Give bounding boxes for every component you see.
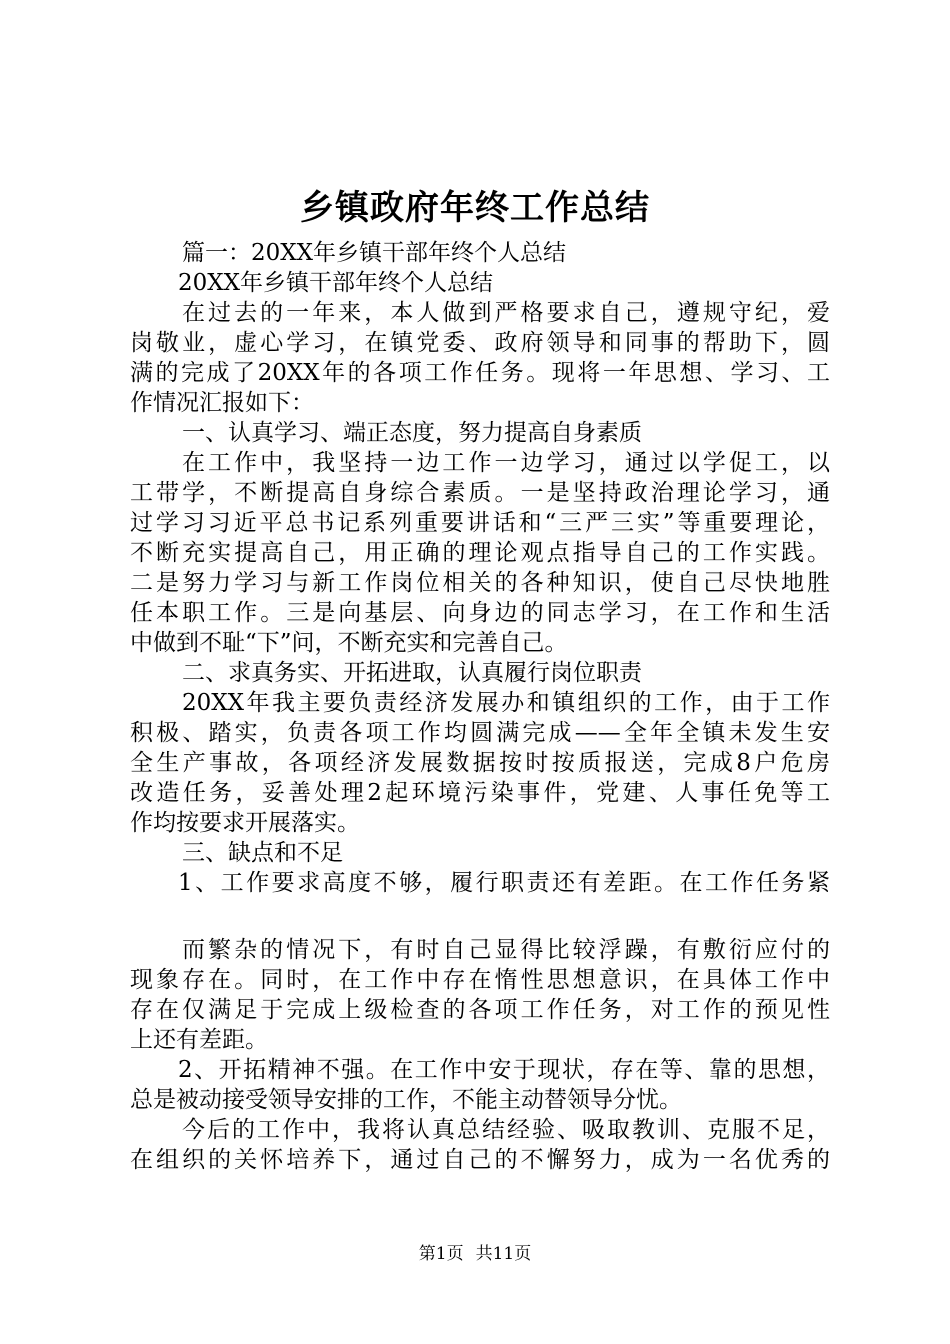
paragraph-line: 在工作中，我坚持一边工作一边学习，通过以学促工，以 xyxy=(182,450,830,476)
paragraph-line: 过学习习近平总书记系列重要讲话和“三严三实”等重要理论， xyxy=(130,510,830,536)
paragraph-line: 2、开拓精神不强。在工作中安于现状，存在等、靠的思想， xyxy=(178,1057,830,1083)
paragraph-line: 现象存在。同时，在工作中存在惰性思想意识，在具体工作中 xyxy=(130,967,830,993)
subheading-line: 二、求真务实、开拓进取，认真履行岗位职责 xyxy=(182,660,642,686)
paragraph-line: 全生产事故，各项经济发展数据按时按质报送，完成8户危房 xyxy=(130,750,830,776)
page-number: 第1页 xyxy=(418,1244,464,1264)
paragraph-line: 在过去的一年来，本人做到严格要求自己，遵规守纪，爱 xyxy=(182,300,830,326)
paragraph-line: 作情况汇报如下： xyxy=(130,390,314,416)
paragraph-line: 上还有差距。 xyxy=(130,1027,268,1053)
paragraph-line: 积极、踏实，负责各项工作均圆满完成——全年全镇未发生安 xyxy=(130,720,830,746)
section-heading: 篇一：20XX年乡镇干部年终个人总结 xyxy=(182,240,567,266)
paragraph-line: 在组织的关怀培养下，通过自己的不懈努力，成为一名优秀的 xyxy=(130,1147,830,1173)
paragraph-line: 总是被动接受领导安排的工作，不能主动替领导分忧。 xyxy=(130,1087,682,1113)
subheading-line: 一、认真学习、端正态度，努力提高自身素质 xyxy=(182,420,642,446)
paragraph-line: 作均按要求开展落实。 xyxy=(130,810,360,836)
paragraph-line: 而繁杂的情况下，有时自己显得比较浮躁，有敷衍应付的 xyxy=(182,937,830,963)
paragraph-line: 工带学，不断提高自身综合素质。一是坚持政治理论学习，通 xyxy=(130,480,830,506)
page-footer xyxy=(0,1243,950,1265)
document-title: 乡镇政府年终工作总结 xyxy=(300,188,650,228)
subheading-line: 三、缺点和不足 xyxy=(182,840,343,866)
page-total: 共11页 xyxy=(475,1244,532,1264)
paragraph-line: 岗敬业，虚心学习，在镇党委、政府领导和同事的帮助下，圆 xyxy=(130,330,830,356)
body-text-upper xyxy=(130,238,830,898)
paragraph-line: 满的完成了20XX年的各项工作任务。现将一年思想、学习、工 xyxy=(130,360,830,386)
paragraph-line: 改造任务，妥善处理2起环境污染事件，党建、人事任免等工 xyxy=(130,780,830,806)
paragraph-line: 不断充实提高自己，用正确的理论观点指导自己的工作实践。 xyxy=(130,540,830,566)
paragraph-line: 任本职工作。三是向基层、向身边的同志学习，在工作和生活 xyxy=(130,600,830,626)
paragraph-line: 今后的工作中，我将认真总结经验、吸取教训、克服不足， xyxy=(182,1117,830,1143)
paragraph-line: 20XX年我主要负责经济发展办和镇组织的工作，由于工作 xyxy=(182,690,830,716)
body-text-lower xyxy=(130,935,830,1175)
paragraph-line: 存在仅满足于完成上级检查的各项工作任务，对工作的预见性 xyxy=(130,997,830,1023)
paragraph-line: 1、工作要求高度不够，履行职责还有差距。在工作任务紧 xyxy=(178,870,830,896)
paragraph-line: 中做到不耻“下”问，不断充实和完善自己。 xyxy=(130,630,568,656)
subtitle-line: 20XX年乡镇干部年终个人总结 xyxy=(178,270,494,296)
paragraph-line: 二是努力学习与新工作岗位相关的各种知识，使自己尽快地胜 xyxy=(130,570,830,596)
